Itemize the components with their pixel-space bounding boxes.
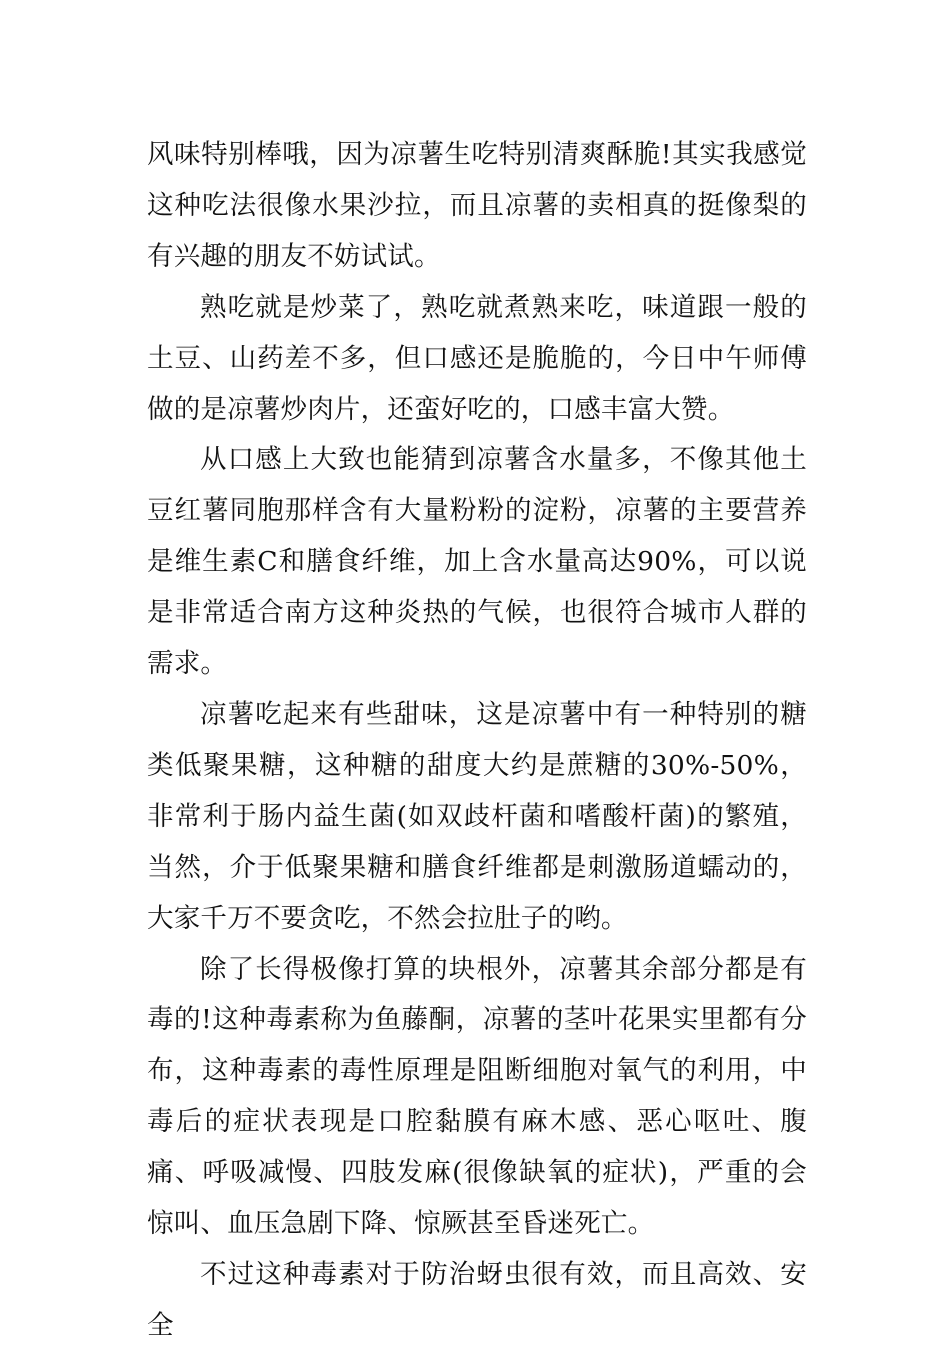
paragraph: 从口感上大致也能猜到凉薯含水量多，不像其他土豆红薯同胞那样含有大量粉粉的淀粉，凉薯的主要营养是维生素C和膳食纤维，加上含水量高达90%，可以说是非常适合南方这种炎热的气候，也很符合城市人群的需求。 bbox=[147, 444, 807, 680]
paragraph: 除了长得极像打算的块根外，凉薯其余部分都是有毒的!这种毒素称为鱼藤酮，凉薯的茎叶花果实里都有分布，这种毒素的毒性原理是阻断细胞对氧气的利用，中毒后的症状表现是口腔黏膜有麻木感、恶心呕吐、腹痛、呼吸减慢、四肢发麻(很像缺氧的症状)，严重的会惊叫、血压急剧下降、惊厥甚至昏迷死亡。 bbox=[147, 953, 807, 1240]
paragraph: 凉薯吃起来有些甜味，这是凉薯中有一种特别的糖类低聚果糖，这种糖的甜度大约是蔗糖的30%-50%，非常利于肠内益生菌(如双歧杆菌和嗜酸杆菌)的繁殖，当然，介于低聚果糖和膳食纤维都是刺激肠道蠕动的，大家千万不要贪吃，不然会拉肚子的哟。 bbox=[147, 698, 807, 934]
paragraph: 熟吃就是炒菜了，熟吃就煮熟来吃，味道跟一般的土豆、山药差不多，但口感还是脆脆的，今日中午师傅做的是凉薯炒肉片，还蛮好吃的，口感丰富大赞。 bbox=[147, 291, 807, 425]
paragraph-continued: 风味特别棒哦，因为凉薯生吃特别清爽酥脆!其实我感觉这种吃法很像水果沙拉，而且凉薯的卖相真的挺像梨的有兴趣的朋友不妨试试。 bbox=[147, 139, 807, 272]
body-text bbox=[147, 130, 807, 1352]
paragraph: 不过这种毒素对于防治蚜虫很有效，而且高效、安全 bbox=[147, 1258, 807, 1341]
